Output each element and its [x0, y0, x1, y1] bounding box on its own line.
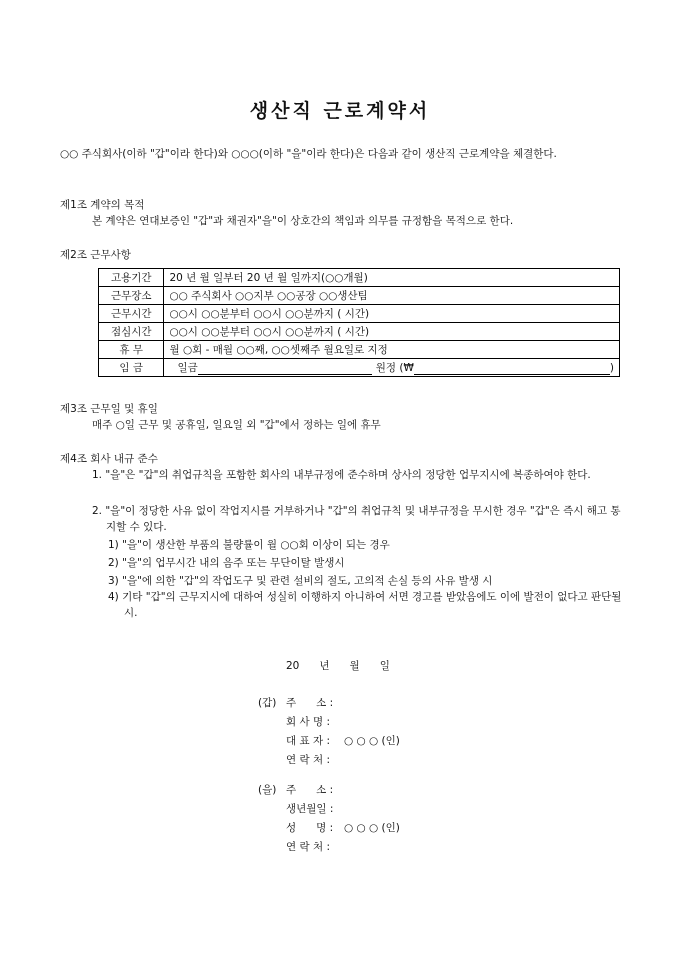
wage-prefix: 일금 [177, 362, 198, 374]
row-value: 월 ○회 - 매월 ○○째, ○○셋째주 월요일로 지정 [164, 341, 620, 359]
field-label: 생년월일 : [286, 803, 334, 815]
party-b-tag: (을) [258, 784, 277, 796]
wage-figure-blank [414, 362, 610, 375]
article-3-heading: 제3조 근무일 및 휴일 [60, 403, 158, 415]
field-label: 회 사 명 : [286, 716, 330, 728]
table-row [99, 269, 620, 287]
party-a-address [286, 695, 344, 711]
row-key: 근무시간 [99, 305, 164, 323]
row-key: 휴 무 [99, 341, 164, 359]
field-label: 주 소 : [286, 697, 334, 709]
article-4-subitem: 1) "을"이 생산한 부품의 불량률이 월 ○○회 이상이 되는 경우 [108, 539, 390, 551]
party-b-name [286, 820, 400, 836]
article-3-body: 매주 ○일 근무 및 공휴일, 일요일 외 "갑"에서 정하는 일에 휴무 [92, 419, 381, 431]
document-title: 생산직 근로계약서 [249, 100, 431, 122]
article-4-heading: 제4조 회사 내규 준수 [60, 453, 158, 465]
wage-key: 임 금 [99, 359, 164, 377]
field-label: 연 락 처 : [286, 841, 330, 853]
field-label: 연 락 처 : [286, 754, 330, 766]
article-4-subitem: 3) "을"에 의한 "갑"의 작업도구 및 관련 설비의 절도, 고의적 손실 등의 사유 발생 시 [108, 575, 493, 587]
work-terms-table [98, 268, 620, 377]
article-4-item-1: 1. "을"은 "갑"의 취업규칙을 포함한 회사의 내부규정에 준수하며 상사의 정당한 업무지시에 복종하여야 한다. [92, 469, 591, 481]
party-b-birthdate [286, 801, 344, 817]
table-row [99, 287, 620, 305]
row-key: 고용기간 [99, 269, 164, 287]
party-a-tag: (갑) [258, 697, 277, 709]
article-4-subitem: 2) "을"의 업무시간 내의 음주 또는 무단이탈 발생시 [108, 557, 345, 569]
party-a-contact [286, 752, 344, 768]
table-row [99, 341, 620, 359]
article-2-heading: 제2조 근무사항 [60, 249, 131, 261]
intro-paragraph: ○○ 주식회사(이하 "갑"이라 한다)와 ○○○(이하 "을"이라 한다)은 다음과 같이 생산직 근로계약을 체결한다. [60, 148, 557, 160]
row-value: ○○시 ○○분부터 ○○시 ○○분까지 ( 시간) [164, 305, 620, 323]
row-key: 점심시간 [99, 323, 164, 341]
field-label: 주 소 : [286, 784, 334, 796]
field-value: ○ ○ ○ (인) [344, 822, 400, 834]
table-row [99, 305, 620, 323]
party-b-contact [286, 839, 344, 855]
row-value: 20 년 월 일부터 20 년 월 일까지(○○개월) [164, 269, 620, 287]
wage-middle: 원정 (₩ [375, 362, 414, 374]
party-a-representative [286, 733, 400, 749]
contract-date: 20 년 월 일 [286, 660, 390, 672]
wage-suffix: ) [609, 362, 614, 374]
party-a-company [286, 714, 344, 730]
field-label: 대 표 자 : [286, 735, 330, 747]
party-b-address [286, 782, 344, 798]
wage-value [164, 359, 620, 377]
row-value: ○○ 주식회사 ○○지부 ○○공장 ○○생산팀 [164, 287, 620, 305]
article-4-subitem: 4) 기타 "갑"의 근무지시에 대하여 성실히 이행하지 아니하여 서면 경고를 받았음에도 이에 발전이 없다고 판단될 시. [108, 591, 622, 619]
wage-amount-blank [198, 362, 372, 375]
article-1-heading: 제1조 계약의 목적 [60, 199, 145, 211]
row-value: ○○시 ○○분부터 ○○시 ○○분까지 ( 시간) [164, 323, 620, 341]
wage-row [99, 359, 620, 377]
row-key: 근무장소 [99, 287, 164, 305]
field-label: 성 명 : [286, 822, 334, 834]
article-1-body: 본 계약은 연대보증인 "갑"과 채권자"을"이 상호간의 책임과 의무를 규정함을 목적으로 한다. [92, 215, 514, 227]
field-value: ○ ○ ○ (인) [344, 735, 400, 747]
article-4-item-2: 2. "을"이 정당한 사유 없이 작업지시를 거부하거나 "갑"의 취업규칙 및 내부규정을 무시한 경우 "갑"은 즉시 해고 통지할 수 있다. [92, 505, 621, 533]
table-row [99, 323, 620, 341]
